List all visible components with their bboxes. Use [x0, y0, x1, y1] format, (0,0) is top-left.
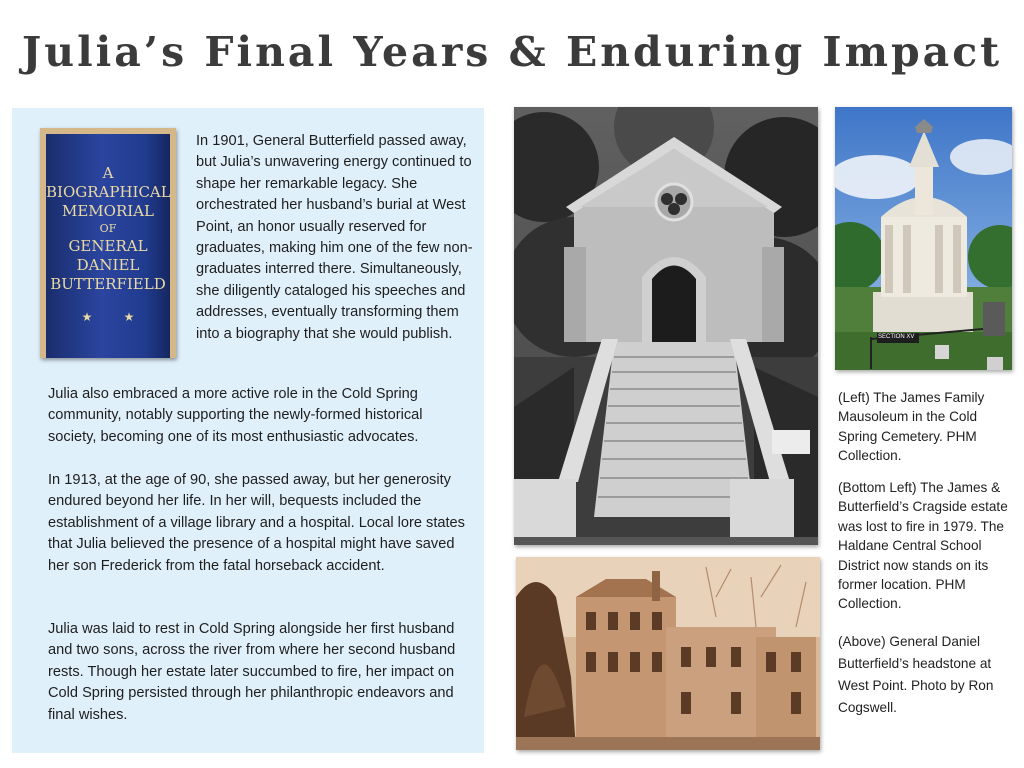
- book-line: BIOGRAPHICAL: [46, 183, 171, 201]
- book-stars: ★ ★: [81, 310, 149, 324]
- caption-mausoleum: (Left) The James Family Mausoleum in the Cold Spring Cemetery. PHM Collection.: [838, 390, 985, 464]
- paragraph-3: In 1913, at the age of 90, she passed away, but her generosity endured beyond her life. In her will, bequests included the establishment of a village library and a hospital. Local lore states that Julia believed the presence of a hospital might have saved her son Frederick from the fatal horseback accident.: [48, 472, 465, 574]
- caption-headstone: (Above) General Daniel Butterfield’s headstone at West Point. Photo by Ron Cogswell.: [838, 634, 994, 715]
- book-cover-image: [40, 128, 176, 358]
- book-line: A: [102, 164, 114, 182]
- page-title: Julia’s Final Years & Enduring Impact: [21, 28, 1003, 76]
- paragraph-4: Julia was laid to rest in Cold Spring alongside her first husband and two sons, across the river from where her second husband rests. Though her estate later succumbed to fire, her impact on Cold Spring persisted through her philanthropic endeavors and final wishes.: [48, 621, 456, 723]
- book-line: GENERAL: [68, 237, 148, 255]
- cragside-photo: [516, 557, 820, 750]
- book-line: DANIEL: [76, 256, 140, 274]
- paragraph-1: In 1901, General Butterfield passed away, but Julia’s unwavering energy continued to shape her remarkable legacy. She orchestrated her husband’s burial at West Point, an honor usually reserved for graduates, making him one of the few non-graduates interred there. Simultaneously, she diligently cataloged his speeches and addresses, eventually transforming them into a biography that she would publish.: [196, 133, 473, 342]
- paragraph-2: Julia also embraced a more active role in the Cold Spring community, notably supporting the newly-formed historical society, becoming one of its most enthusiastic advocates.: [48, 386, 423, 445]
- caption-cragside: (Bottom Left) The James & Butterfield’s Cragside estate was lost to fire in 1979. The Haldane Central School District now stands on its former location. PHM Collection.: [838, 480, 1008, 612]
- mausoleum-photo: [514, 107, 818, 545]
- book-line: BUTTERFIELD: [50, 275, 166, 293]
- section-sign-label: SECTION XV: [878, 334, 915, 340]
- book-spine: [46, 134, 170, 358]
- book-line: OF: [99, 222, 117, 235]
- book-line: MEMORIAL: [62, 202, 154, 220]
- headstone-photo: [835, 107, 1012, 370]
- book-cover-title: [46, 164, 170, 294]
